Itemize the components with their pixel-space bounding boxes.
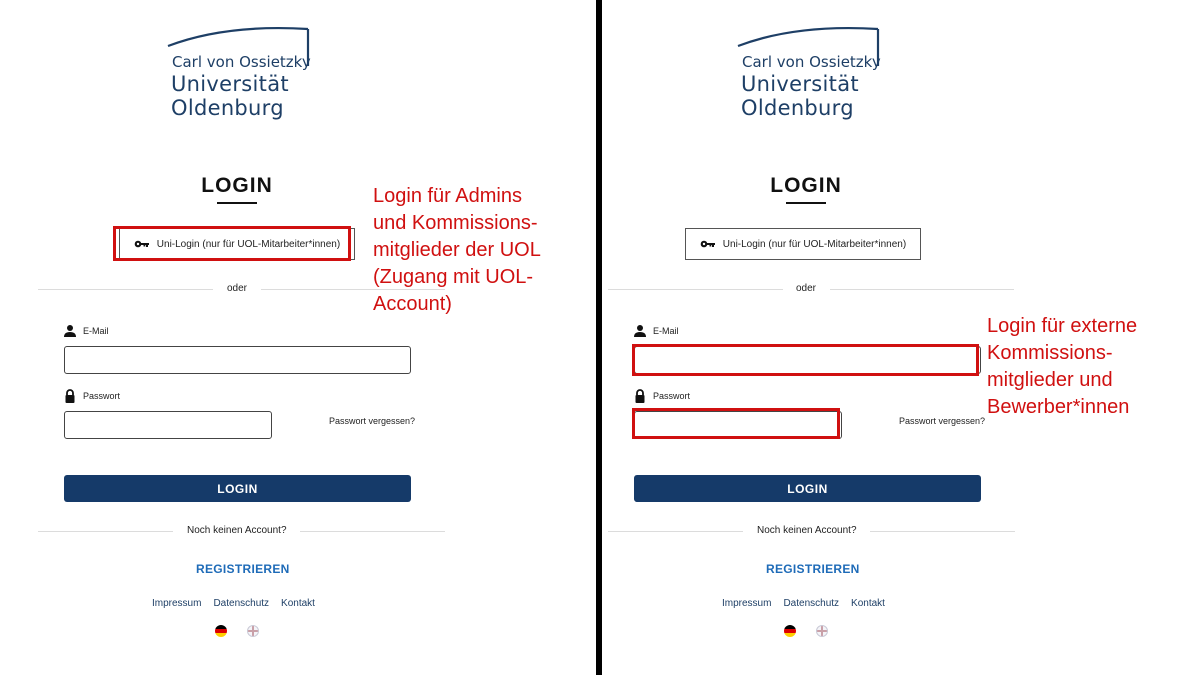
footer-links xyxy=(152,598,327,609)
no-account-text: Noch keinen Account? xyxy=(187,525,287,536)
login-button[interactable]: LOGIN xyxy=(64,475,411,502)
email-label xyxy=(633,324,679,338)
footer-links xyxy=(722,598,897,609)
email-label-text: E-Mail xyxy=(653,326,679,336)
forgot-password-link[interactable]: Passwort vergessen? xyxy=(329,416,416,426)
password-label-text: Passwort xyxy=(83,391,121,401)
kontakt-link[interactable]: Kontakt xyxy=(851,598,885,609)
datenschutz-link[interactable]: Datenschutz xyxy=(213,598,270,609)
email-label-text: E-Mail xyxy=(83,326,109,336)
logo-line-3: Oldenburg xyxy=(741,96,854,120)
left-login-panel xyxy=(0,0,596,675)
no-account-text: Noch keinen Account? xyxy=(757,525,857,536)
annotation-external-login: Login für externe Kommissions- mitglieder und Bewerber*innen xyxy=(987,315,1138,418)
kontakt-link[interactable]: Kontakt xyxy=(281,598,315,609)
page-title: LOGIN xyxy=(770,174,842,197)
logo-line-2: Universität xyxy=(741,72,859,96)
divider-left-2 xyxy=(608,531,743,532)
divider-text: oder xyxy=(796,283,817,294)
register-link[interactable]: REGISTRIEREN xyxy=(196,562,290,576)
english-flag-icon[interactable] xyxy=(816,625,828,637)
email-field[interactable] xyxy=(64,346,411,374)
uni-login-button[interactable] xyxy=(685,228,921,260)
user-icon xyxy=(633,324,647,338)
lock-icon xyxy=(633,389,647,403)
divider-right-2 xyxy=(300,531,445,532)
highlight-password-field xyxy=(632,408,840,439)
german-flag-icon[interactable] xyxy=(784,625,796,637)
email-label xyxy=(63,324,109,338)
password-label xyxy=(63,389,120,403)
logo-line-1: Carl von Ossietzky xyxy=(172,53,311,71)
english-flag-icon[interactable] xyxy=(247,625,259,637)
page-title: LOGIN xyxy=(201,174,273,197)
uni-login-label: Uni-Login (nur für UOL-Mitarbeiter*innen) xyxy=(722,238,907,250)
impressum-link[interactable]: Impressum xyxy=(722,598,772,609)
register-link[interactable]: REGISTRIEREN xyxy=(766,562,860,576)
lock-icon xyxy=(63,389,77,403)
forgot-password-link[interactable]: Passwort vergessen? xyxy=(899,416,986,426)
logo-line-1: Carl von Ossietzky xyxy=(742,53,881,71)
password-field[interactable] xyxy=(64,411,272,439)
user-icon xyxy=(63,324,77,338)
annotation-admin-login: Login für Admins und Kommissions- mitglieder der UOL (Zugang mit UOL- Account) xyxy=(373,185,541,315)
key-icon xyxy=(700,239,716,249)
highlight-email-field xyxy=(632,344,979,376)
logo-line-3: Oldenburg xyxy=(171,96,284,120)
divider-left xyxy=(608,289,783,290)
highlight-uni-login xyxy=(113,226,351,261)
divider-right-2 xyxy=(870,531,1015,532)
datenschutz-link[interactable]: Datenschutz xyxy=(783,598,840,609)
login-button[interactable]: LOGIN xyxy=(634,475,981,502)
panel-separator xyxy=(596,0,602,675)
title-underline xyxy=(217,202,257,204)
impressum-link[interactable]: Impressum xyxy=(152,598,202,609)
divider-left-2 xyxy=(38,531,173,532)
uni-login-label: Uni-Login (nur für UOL-Mitarbeiter*innen) xyxy=(156,238,341,250)
university-logo xyxy=(736,26,886,121)
german-flag-icon[interactable] xyxy=(215,625,227,637)
logo-line-2: Universität xyxy=(171,72,289,96)
divider-text: oder xyxy=(227,283,248,294)
divider-right xyxy=(830,289,1014,290)
password-label xyxy=(633,389,690,403)
university-logo xyxy=(166,26,316,121)
divider-left xyxy=(38,289,213,290)
title-underline xyxy=(786,202,826,204)
password-label-text: Passwort xyxy=(653,391,691,401)
